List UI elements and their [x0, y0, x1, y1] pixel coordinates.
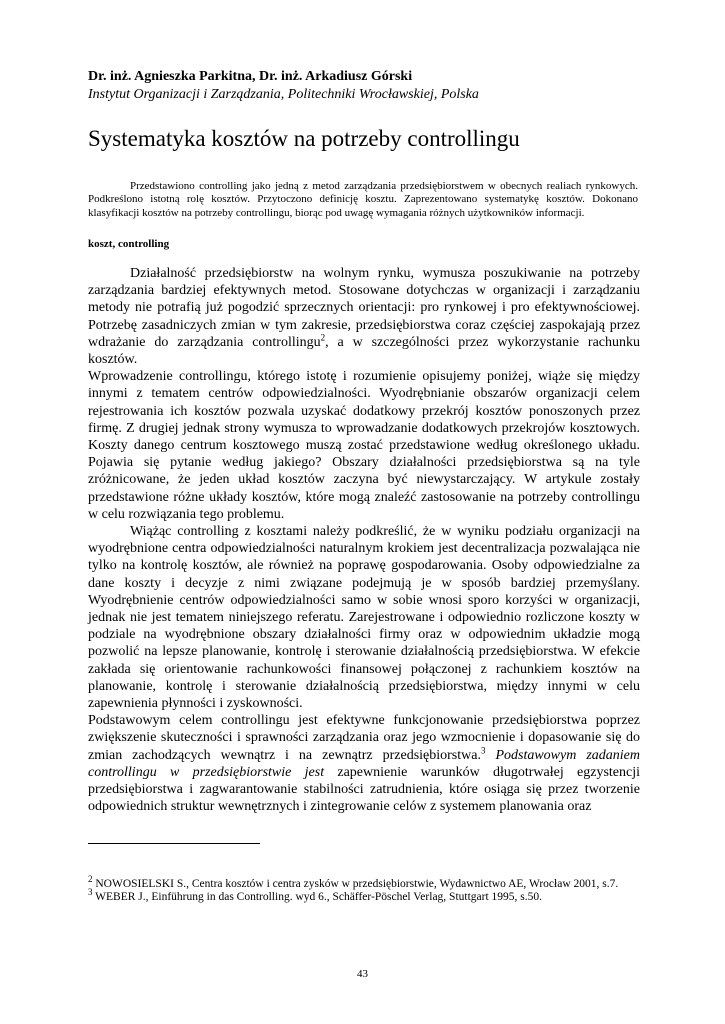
paragraph-1 — [88, 265, 640, 368]
footnote-ref-3: 3 — [480, 745, 486, 756]
footnotes — [88, 874, 640, 904]
footnote-2-text: NOWOSIELSKI S., Centra kosztów i centra zysków w przedsiębiorstwie, Wydawnictwo AE, Wrocław 2001, s.7. — [92, 878, 619, 890]
footnote-3 — [88, 887, 640, 904]
abstract: Przedstawiono controlling jako jedną z metod zarządzania przedsiębiorstwem w obecnych realiach rynkowych. Podkreślono istotną rolę kosztów. Przytoczono definicję kosztu. Zaprezentowano systematykę kosztów. Dokonano klasyfikacji kosztów na potrzeby controllingu, biorąc pod uwagę wymagania różnych użytkowników informacji. — [88, 180, 638, 219]
paragraph-3: Wiążąc controlling z kosztami należy podkreślić, że w wyniku podziału organizacji na wyodrębnione centra odpowiedzialności naturalnym krokiem jest decentralizacja pozwalająca nie tylko na kontrolę kosztów, ale również na poprawę gospodarowania. Osoby odpowiedzialne za dane koszty i decyzje z nimi związane podejmują je w sposób bardziej przemyślany. Wyodrębnienie centrów odpowiedzialności samo w sobie wnosi sporo korzyści w organizacji, jednak nie jest tematem niniejszego referatu. Zarejestrowane i odpowiednio rozliczone koszty w podziale na wyodrębnione obszary działalności firmy oraz w odpowiednim układzie mogą pozwolić na lepsze planowanie, kontrolę i sterowanie działalnością przedsiębiorstwa. W efekcie zakłada się orientowanie rachunkowości finansowej połączonej z rachunkiem kosztów na planowanie, kontrolę i sterowanie działalnością przedsiębiorstwa, między innymi w celu zapewnienia płynności i zyskowności. — [88, 524, 640, 712]
keywords: koszt, controlling — [88, 238, 170, 250]
body-text — [88, 265, 640, 816]
paragraph-2: Wprowadzenie controllingu, którego istotę i rozumienie opisujemy poniżej, wiąże się między innymi z tematem centrów odpowiedzialności. Wyodrębnianie obszarów organizacji celem rejestrowania ich kosztów pozwala uzyskać dodatkowy przekrój kosztów ponoszonych przez firmę. Z drugiej jednak strony wymusza to wprowadzanie dodatkowych przekrojów kosztowych. Koszty danego centrum kosztowego muszą zostać przedstawione według określonego układu. Pojawia się pytanie według jakiego? Obszary działalności przedsiębiorstwa są na tyle zróżnicowane, że jeden układ kosztów zaczyna być niewystarczający. W artykule zostały przedstawione różne układy kosztów, które mogą znaleźć zastosowanie na potrzeby controllingu w celu rozwiązania tego problemu. — [88, 369, 640, 522]
footnote-3-number: 3 — [88, 887, 93, 898]
footnote-2-number: 2 — [88, 874, 93, 885]
footnote-3-text: WEBER J., Einführung in das Controlling. wyd 6., Schäffer-Pöschel Verlag, Stuttgart 1995, s.50. — [92, 891, 543, 903]
footnote-separator — [88, 843, 260, 844]
paragraph-4-text-b: zapewnienie warunków długotrwałej egzystencji przedsiębiorstwa i zagwarantowanie stabilności zatrudnienia, które osiąga się przez tworzenie odpowiednich struktur wewnętrznych i zintegrowanie celów z systemem planowania oraz — [88, 764, 640, 815]
paragraph-4-italic: Podstawowym zadaniem controllingu w przedsiębiorstwie jest — [88, 747, 640, 780]
paragraph-4 — [88, 712, 640, 815]
footnote-2 — [88, 874, 640, 891]
paragraph-1-text-a: Działalność przedsiębiorstw na wolnym rynku, wymusza poszukiwanie na potrzeby zarządzania bardziej efektywnych metod. Stosowane dotychczas w organizacji i zarządzaniu metody nie potrafią już pogodzić sprzecznych orientacji: pro rynkowej i pro efektywnościowej. Potrzebę zasadniczych zmian w tym zakresie, przedsiębiorstwa coraz częściej zaspokajają przez wdrażanie do zarządzania controllingu — [88, 266, 640, 350]
footnote-ref-2: 2 — [320, 332, 326, 343]
page-number: 43 — [357, 968, 368, 980]
institute-line: Instytut Organizacji i Zarządzania, Politechniki Wrocławskiej, Polska — [88, 87, 479, 102]
paragraph-4-text-a: Podstawowym celem controllingu jest efektywne funkcjonowanie przedsiębiorstwa poprzez zwiększenie skuteczności i sprawności zarządzania oraz jego wzmocnienie i dopasowanie się do zmian zachodzących wewnątrz i na zewnątrz przedsiębiorstwa. — [88, 713, 640, 763]
paragraph-1-text-b: , a w szczególności przez wykorzystanie rachunku kosztów. — [88, 334, 640, 368]
paper-title: Systematyka kosztów na potrzeby controllingu — [88, 126, 520, 151]
authors-line: Dr. inż. Agnieszka Parkitna, Dr. inż. Arkadiusz Górski — [88, 69, 413, 84]
